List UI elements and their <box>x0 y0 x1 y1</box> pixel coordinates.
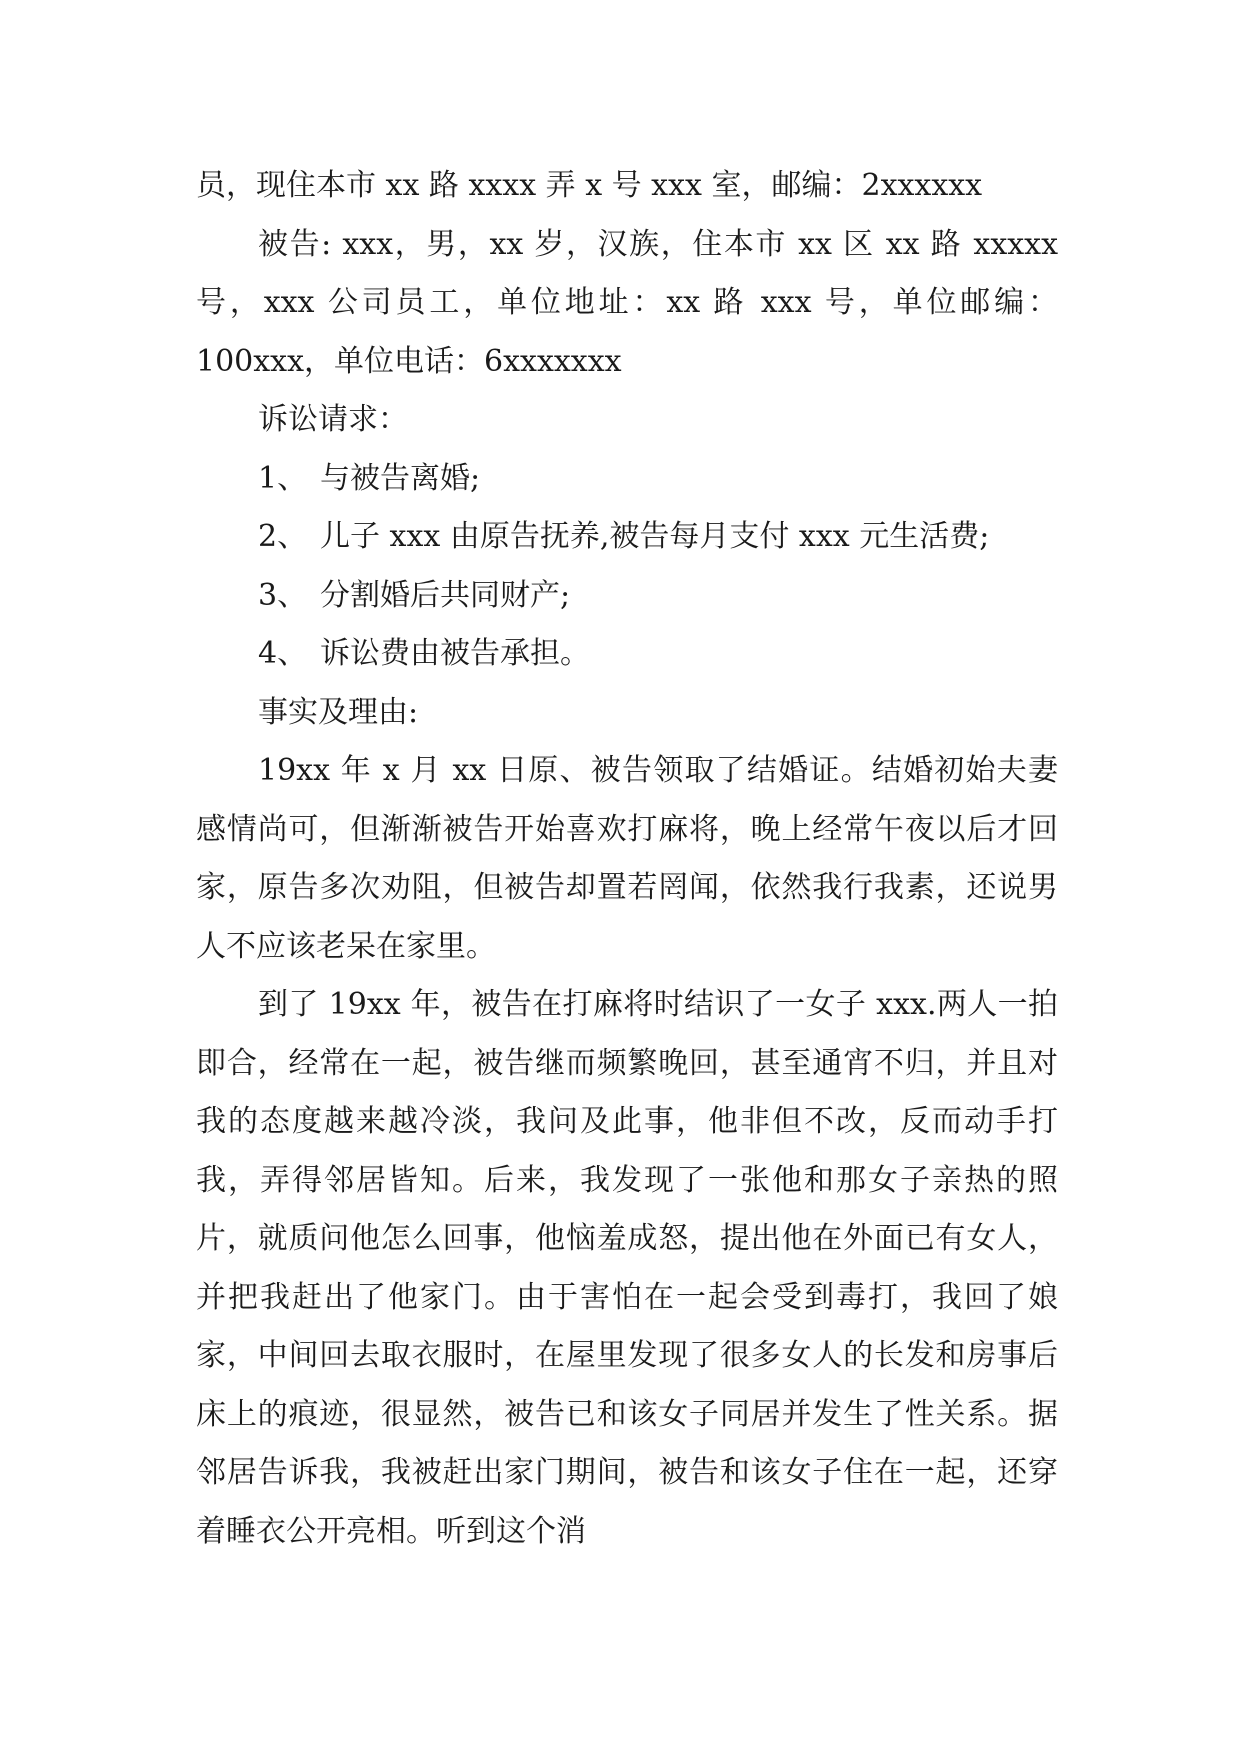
claim-number: 3、 <box>258 577 308 613</box>
facts-paragraph-1: 19xx 年 x 月 xx 日原、被告领取了结婚证。结婚初始夫妻感情尚可，但渐渐被告开始喜欢打麻将，晚上经常午夜以后才回家，原告多次劝阻，但被告却置若罔闻，依然我行我素，还说男人不应该老呆在家里。 <box>196 753 1058 964</box>
claim-item-2 <box>196 508 1058 567</box>
claim-item-4 <box>196 625 1058 684</box>
claim-item-1 <box>196 450 1058 509</box>
facts-heading: 事实及理由: <box>258 694 419 730</box>
claims-heading: 诉讼请求： <box>258 402 408 437</box>
claim-text: 诉讼费由被告承担。 <box>320 636 590 671</box>
facts-paragraph-2: 到了 19xx 年，被告在打麻将时结识了一女子 xxx.两人一拍即合，经常在一起，被告继而频繁晚回，甚至通宵不归，并且对我的态度越来越冷淡，我问及此事，他非但不改，反而动手打我，弄得邻居皆知。后来，我发现了一张他和那女子亲热的照片，就质问他怎么回事，他恼羞成怒，提出他在外面已有女人，并把我赶出了他家门。由于害怕在一起会受到毒打，我回了娘家，中间回去取衣服时，在屋里发现了很多女人的长发和房事后床上的痕迹，很显然，被告已和该女子同居并发生了性关系。据邻居告诉我，我被赶出家门期间，被告和该女子住在一起，还穿着睡衣公开亮相。听到这个消 <box>196 987 1058 1549</box>
claim-text: 儿子 xxx 由原告抚养,被告每月支付 xxx 元生活费; <box>320 519 990 554</box>
document-body <box>196 157 1058 1561</box>
claim-text: 分割婚后共同财产; <box>320 577 571 613</box>
claim-text: 与被告离婚; <box>320 460 481 496</box>
plaintiff-address-line: 员，现住本市 xx 路 xxxx 弄 x 号 xxx 室，邮编：2xxxxxx <box>196 168 983 203</box>
claim-number: 4、 <box>258 636 308 671</box>
claim-number: 2、 <box>258 519 308 554</box>
defendant-info: 被告: xxx，男，xx 岁，汉族，住本市 xx 区 xx 路 xxxxx 号，xxx 公司员工，单位地址：xx 路 xxx 号，单位邮编：100xxx，单位电话：6xxxxxxx <box>196 226 1058 379</box>
claim-item-3 <box>196 567 1058 626</box>
claim-number: 1、 <box>258 460 308 496</box>
